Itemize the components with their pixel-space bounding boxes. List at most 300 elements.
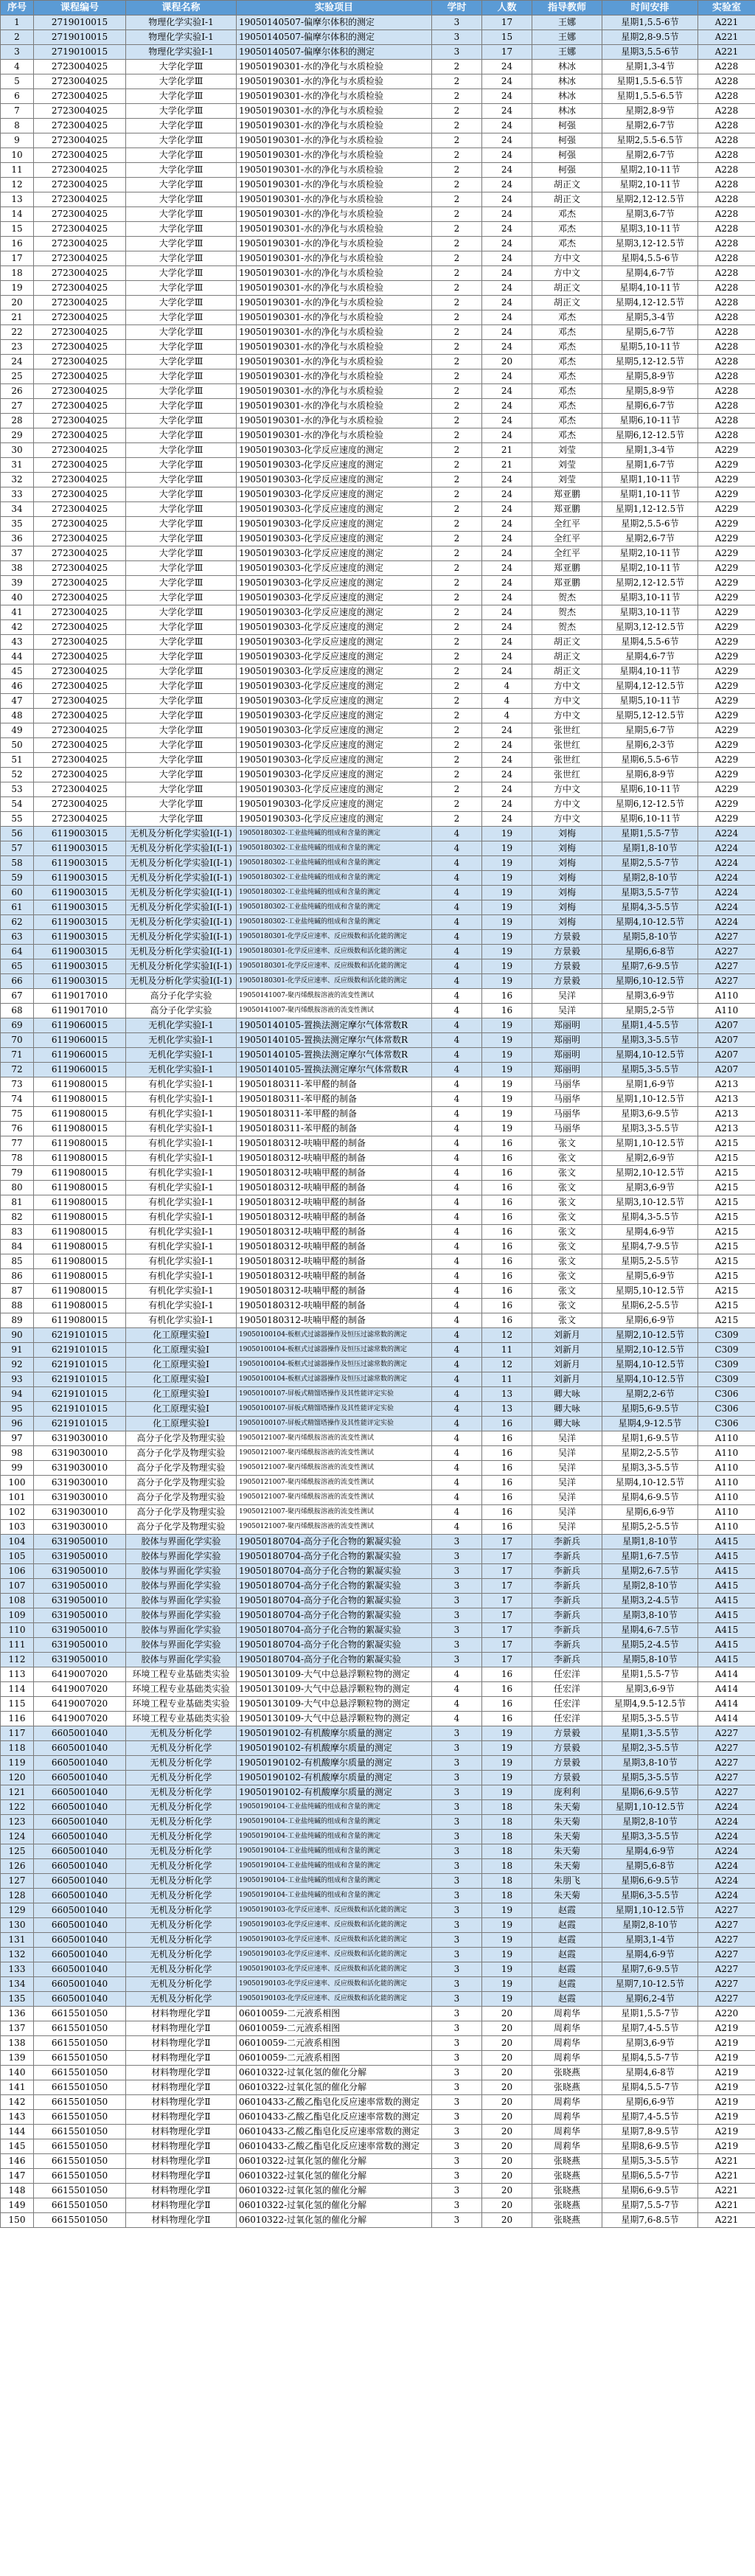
time-slot: 星期4,6-7.5节 xyxy=(602,1623,698,1638)
student-count: 24 xyxy=(482,163,532,178)
student-count: 11 xyxy=(482,1372,532,1387)
course-name: 大学化学Ⅲ xyxy=(126,281,237,296)
instructor: 贺杰 xyxy=(532,591,602,605)
instructor: 胡正文 xyxy=(532,650,602,664)
time-slot: 星期5,2-4.5节 xyxy=(602,1638,698,1653)
instructor: 周莉华 xyxy=(532,2139,602,2154)
instructor: 张文 xyxy=(532,1313,602,1328)
class-hours: 2 xyxy=(432,237,482,251)
class-hours: 4 xyxy=(432,856,482,871)
time-slot: 星期5,2-5.5节 xyxy=(602,1520,698,1535)
time-slot: 星期3,6-7节 xyxy=(602,207,698,222)
student-count: 17 xyxy=(482,45,532,60)
student-count: 16 xyxy=(482,1151,532,1166)
experiment-item: 19050130109-大气中总悬浮颗粒物的测定 xyxy=(237,1682,432,1697)
instructor: 胡正文 xyxy=(532,281,602,296)
course-code: 2719010015 xyxy=(34,45,126,60)
course-name: 大学化学Ⅲ xyxy=(126,487,237,502)
course-name: 无机及分析化学 xyxy=(126,1977,237,1992)
table-row xyxy=(1,1417,755,1431)
course-code: 2723004025 xyxy=(34,266,126,281)
table-row xyxy=(1,1136,755,1151)
class-hours: 2 xyxy=(432,620,482,635)
time-slot: 星期6,10-11节 xyxy=(602,414,698,428)
table-row xyxy=(1,1284,755,1299)
course-name: 材料物理化学Ⅱ xyxy=(126,2139,237,2154)
instructor: 邓杰 xyxy=(532,207,602,222)
course-code: 6615501050 xyxy=(34,2021,126,2036)
student-count: 24 xyxy=(482,532,532,546)
experiment-item: 19050190102-有机酸摩尔质量的测定 xyxy=(237,1771,432,1785)
table-row xyxy=(1,1815,755,1830)
table-row xyxy=(1,45,755,60)
row-index: 41 xyxy=(1,605,34,620)
course-code: 2723004025 xyxy=(34,782,126,797)
experiment-item: 19050180311-苯甲醛的制备 xyxy=(237,1107,432,1122)
lab-room: C306 xyxy=(698,1387,755,1402)
table-row xyxy=(1,576,755,591)
instructor: 张文 xyxy=(532,1136,602,1151)
student-count: 4 xyxy=(482,679,532,694)
time-slot: 星期2,10-12.5节 xyxy=(602,1328,698,1343)
student-count: 24 xyxy=(482,119,532,133)
row-index: 122 xyxy=(1,1800,34,1815)
experiment-item: 19050180301-化学反应速率、反应级数和活化能的测定 xyxy=(237,930,432,945)
course-name: 大学化学Ⅲ xyxy=(126,384,237,399)
time-slot: 星期5,6-9节 xyxy=(602,1269,698,1284)
student-count: 24 xyxy=(482,664,532,679)
time-slot: 星期3,8-10节 xyxy=(602,1608,698,1623)
course-name: 化工原理实验Ⅰ xyxy=(126,1387,237,1402)
instructor: 朱天菊 xyxy=(532,1859,602,1874)
table-body xyxy=(1,15,755,2228)
instructor: 胡正文 xyxy=(532,664,602,679)
time-slot: 星期1,10-11节 xyxy=(602,487,698,502)
student-count: 24 xyxy=(482,281,532,296)
student-count: 17 xyxy=(482,1549,532,1564)
instructor: 吴洋 xyxy=(532,1505,602,1520)
experiment-item: 19050190103-化学反应速率、反应级数和活化能的测定 xyxy=(237,1903,432,1918)
course-code: 6319030010 xyxy=(34,1476,126,1490)
time-slot: 星期5,3-5.5节 xyxy=(602,1771,698,1785)
instructor: 贺杰 xyxy=(532,605,602,620)
instructor: 马丽华 xyxy=(532,1077,602,1092)
student-count: 24 xyxy=(482,753,532,768)
row-index: 124 xyxy=(1,1830,34,1844)
instructor: 朱天菊 xyxy=(532,1889,602,1903)
experiment-item: 19050190303-化学反应速度的测定 xyxy=(237,768,432,782)
experiment-item: 19050180312-呋喃甲醛的制备 xyxy=(237,1225,432,1240)
class-hours: 3 xyxy=(432,1977,482,1992)
student-count: 24 xyxy=(482,104,532,119)
row-index: 35 xyxy=(1,517,34,532)
course-name: 材料物理化学Ⅱ xyxy=(126,2198,237,2213)
lab-room: A207 xyxy=(698,1018,755,1033)
student-count: 24 xyxy=(482,487,532,502)
course-code: 2723004025 xyxy=(34,60,126,74)
instructor: 吴洋 xyxy=(532,1520,602,1535)
experiment-item: 19050190303-化学反应速度的测定 xyxy=(237,782,432,797)
experiment-item: 19050180312-呋喃甲醛的制备 xyxy=(237,1210,432,1225)
instructor: 朱天菊 xyxy=(532,1815,602,1830)
student-count: 16 xyxy=(482,1446,532,1461)
table-row xyxy=(1,1372,755,1387)
time-slot: 星期3,6-9节 xyxy=(602,1181,698,1195)
lab-room: A213 xyxy=(698,1107,755,1122)
time-slot: 星期6,6-9.5节 xyxy=(602,1874,698,1889)
class-hours: 2 xyxy=(432,89,482,104)
experiment-item: 19050190104-工业盐纯碱的组成和含量的测定 xyxy=(237,1844,432,1859)
course-code: 6119003015 xyxy=(34,827,126,841)
row-index: 17 xyxy=(1,251,34,266)
experiment-item: 19050190301-水的净化与水质检验 xyxy=(237,369,432,384)
lab-room: A228 xyxy=(698,384,755,399)
table-row xyxy=(1,1402,755,1417)
instructor: 张晓燕 xyxy=(532,2080,602,2095)
experiment-item: 19050180704-高分子化合物的絮凝实验 xyxy=(237,1623,432,1638)
course-name: 无机及分析化学 xyxy=(126,1859,237,1874)
student-count: 16 xyxy=(482,1313,532,1328)
row-index: 132 xyxy=(1,1948,34,1962)
table-row xyxy=(1,2095,755,2110)
time-slot: 星期5,10-12.5节 xyxy=(602,1284,698,1299)
table-row xyxy=(1,1682,755,1697)
time-slot: 星期3,10-11节 xyxy=(602,591,698,605)
class-hours: 4 xyxy=(432,1018,482,1033)
course-code: 6615501050 xyxy=(34,2125,126,2139)
course-code: 2723004025 xyxy=(34,384,126,399)
student-count: 19 xyxy=(482,1962,532,1977)
class-hours: 2 xyxy=(432,60,482,74)
student-count: 24 xyxy=(482,237,532,251)
student-count: 17 xyxy=(482,15,532,30)
class-hours: 4 xyxy=(432,1151,482,1166)
student-count: 19 xyxy=(482,1122,532,1136)
time-slot: 星期7,4-5.5节 xyxy=(602,2021,698,2036)
class-hours: 3 xyxy=(432,2095,482,2110)
course-name: 无机化学实验Ⅰ-1 xyxy=(126,1048,237,1063)
row-index: 81 xyxy=(1,1195,34,1210)
course-code: 6605001040 xyxy=(34,1903,126,1918)
experiment-item: 19050180312-呋喃甲醛的制备 xyxy=(237,1151,432,1166)
table-row xyxy=(1,310,755,325)
instructor: 方中文 xyxy=(532,266,602,281)
column-header: 学时 xyxy=(432,1,482,15)
course-code: 6319030010 xyxy=(34,1461,126,1476)
instructor: 方中文 xyxy=(532,797,602,812)
class-hours: 2 xyxy=(432,532,482,546)
row-index: 95 xyxy=(1,1402,34,1417)
instructor: 全红平 xyxy=(532,546,602,561)
instructor: 郑亚鹏 xyxy=(532,561,602,576)
experiment-item: 19050190303-化学反应速度的测定 xyxy=(237,797,432,812)
time-slot: 星期3,3-5.5节 xyxy=(602,1033,698,1048)
course-name: 无机及分析化学 xyxy=(126,1962,237,1977)
course-name: 大学化学Ⅲ xyxy=(126,443,237,458)
row-index: 92 xyxy=(1,1358,34,1372)
course-code: 2723004025 xyxy=(34,104,126,119)
experiment-item: 19050190303-化学反应速度的测定 xyxy=(237,635,432,650)
course-code: 6219101015 xyxy=(34,1417,126,1431)
lab-room: A229 xyxy=(698,709,755,723)
experiment-item: 06010322-过氧化氢的催化分解 xyxy=(237,2198,432,2213)
class-hours: 2 xyxy=(432,694,482,709)
experiment-item: 19050140105-置换法测定摩尔气体常数R xyxy=(237,1063,432,1077)
table-row xyxy=(1,1771,755,1785)
lab-room: A110 xyxy=(698,1446,755,1461)
lab-room: A215 xyxy=(698,1136,755,1151)
class-hours: 2 xyxy=(432,709,482,723)
experiment-item: 06010322-过氧化氢的催化分解 xyxy=(237,2169,432,2184)
lab-room: A228 xyxy=(698,192,755,207)
row-index: 80 xyxy=(1,1181,34,1195)
instructor: 柯强 xyxy=(532,119,602,133)
course-code: 6615501050 xyxy=(34,2007,126,2021)
time-slot: 星期2,2-6节 xyxy=(602,1387,698,1402)
course-name: 材料物理化学Ⅱ xyxy=(126,2066,237,2080)
time-slot: 星期3,5.5-7节 xyxy=(602,886,698,900)
table-row xyxy=(1,1048,755,1063)
student-count: 24 xyxy=(482,207,532,222)
instructor: 郑丽明 xyxy=(532,1063,602,1077)
course-code: 6615501050 xyxy=(34,2095,126,2110)
course-name: 大学化学Ⅲ xyxy=(126,797,237,812)
student-count: 24 xyxy=(482,399,532,414)
course-name: 大学化学Ⅲ xyxy=(126,133,237,148)
student-count: 24 xyxy=(482,650,532,664)
class-hours: 4 xyxy=(432,1431,482,1446)
table-row xyxy=(1,1166,755,1181)
student-count: 16 xyxy=(482,1225,532,1240)
course-code: 2723004025 xyxy=(34,738,126,753)
lab-room: A415 xyxy=(698,1579,755,1594)
row-index: 123 xyxy=(1,1815,34,1830)
course-code: 2723004025 xyxy=(34,237,126,251)
table-row xyxy=(1,74,755,89)
instructor: 邓杰 xyxy=(532,399,602,414)
course-code: 6219101015 xyxy=(34,1402,126,1417)
class-hours: 2 xyxy=(432,605,482,620)
time-slot: 星期6,10-12.5节 xyxy=(602,974,698,989)
class-hours: 4 xyxy=(432,930,482,945)
experiment-item: 19050121007-聚丙烯酰胺溶液的流变性测试 xyxy=(237,1505,432,1520)
table-row xyxy=(1,1151,755,1166)
course-name: 大学化学Ⅲ xyxy=(126,251,237,266)
lab-room: A221 xyxy=(698,2169,755,2184)
row-index: 109 xyxy=(1,1608,34,1623)
student-count: 20 xyxy=(482,2154,532,2169)
experiment-item: 19050121007-聚丙烯酰胺溶液的流变性测试 xyxy=(237,1476,432,1490)
class-hours: 2 xyxy=(432,473,482,487)
course-name: 胶体与界面化学实验 xyxy=(126,1535,237,1549)
course-code: 2723004025 xyxy=(34,414,126,428)
course-code: 6119080015 xyxy=(34,1284,126,1299)
experiment-item: 19050180704-高分子化合物的絮凝实验 xyxy=(237,1653,432,1667)
course-name: 材料物理化学Ⅱ xyxy=(126,2110,237,2125)
course-code: 2723004025 xyxy=(34,709,126,723)
course-code: 6605001040 xyxy=(34,1874,126,1889)
course-code: 6605001040 xyxy=(34,1933,126,1948)
lab-room: C309 xyxy=(698,1343,755,1358)
instructor: 方中文 xyxy=(532,782,602,797)
table-row xyxy=(1,709,755,723)
class-hours: 4 xyxy=(432,1063,482,1077)
lab-room: A224 xyxy=(698,1859,755,1874)
class-hours: 4 xyxy=(432,959,482,974)
time-slot: 星期1,5.5-6节 xyxy=(602,15,698,30)
instructor: 刘梅 xyxy=(532,915,602,930)
student-count: 24 xyxy=(482,502,532,517)
experiment-item: 19050121007-聚丙烯酰胺溶液的流变性测试 xyxy=(237,1461,432,1476)
time-slot: 星期3,2-4.5节 xyxy=(602,1594,698,1608)
experiment-item: 19050141007-聚丙烯酰胺溶液的流变性测试 xyxy=(237,989,432,1004)
instructor: 郑亚鹏 xyxy=(532,576,602,591)
class-hours: 3 xyxy=(432,1608,482,1623)
course-code: 6119003015 xyxy=(34,841,126,856)
lab-room: A229 xyxy=(698,473,755,487)
course-code: 2723004025 xyxy=(34,74,126,89)
experiment-item: 19050190103-化学反应速率、反应级数和活化能的测定 xyxy=(237,1977,432,1992)
row-index: 26 xyxy=(1,384,34,399)
student-count: 19 xyxy=(482,1726,532,1741)
class-hours: 4 xyxy=(432,886,482,900)
lab-room: A414 xyxy=(698,1697,755,1712)
experiment-item: 19050180311-苯甲醛的制备 xyxy=(237,1122,432,1136)
table-row xyxy=(1,664,755,679)
experiment-item: 19050140507-偏摩尔体积的测定 xyxy=(237,30,432,45)
experiment-item: 19050190303-化学反应速度的测定 xyxy=(237,753,432,768)
student-count: 18 xyxy=(482,1859,532,1874)
lab-room: A228 xyxy=(698,340,755,355)
lab-room: A229 xyxy=(698,487,755,502)
instructor: 周莉华 xyxy=(532,2021,602,2036)
instructor: 刘莹 xyxy=(532,458,602,473)
lab-room: A229 xyxy=(698,753,755,768)
course-name: 大学化学Ⅲ xyxy=(126,709,237,723)
course-name: 有机化学实验Ⅰ-1 xyxy=(126,1136,237,1151)
class-hours: 3 xyxy=(432,2125,482,2139)
student-count: 16 xyxy=(482,1682,532,1697)
course-name: 大学化学Ⅲ xyxy=(126,694,237,709)
row-index: 39 xyxy=(1,576,34,591)
instructor: 周莉华 xyxy=(532,2110,602,2125)
instructor: 刘梅 xyxy=(532,886,602,900)
time-slot: 星期3,3-5.5节 xyxy=(602,1461,698,1476)
course-code: 6419007020 xyxy=(34,1667,126,1682)
experiment-item: 06010433-乙酸乙酯皂化反应速率常数的测定 xyxy=(237,2095,432,2110)
experiment-item: 19050190301-水的净化与水质检验 xyxy=(237,266,432,281)
instructor: 张世红 xyxy=(532,723,602,738)
instructor: 李新兵 xyxy=(532,1535,602,1549)
course-name: 大学化学Ⅲ xyxy=(126,532,237,546)
course-name: 大学化学Ⅲ xyxy=(126,237,237,251)
time-slot: 星期5,12-12.5节 xyxy=(602,709,698,723)
class-hours: 2 xyxy=(432,546,482,561)
course-name: 大学化学Ⅲ xyxy=(126,561,237,576)
class-hours: 4 xyxy=(432,1476,482,1490)
class-hours: 4 xyxy=(432,1004,482,1018)
course-code: 2723004025 xyxy=(34,133,126,148)
table-row xyxy=(1,1313,755,1328)
table-row xyxy=(1,369,755,384)
instructor: 方中文 xyxy=(532,694,602,709)
course-name: 胶体与界面化学实验 xyxy=(126,1608,237,1623)
course-name: 有机化学实验Ⅰ-1 xyxy=(126,1210,237,1225)
course-name: 大学化学Ⅲ xyxy=(126,104,237,119)
table-row xyxy=(1,1387,755,1402)
row-index: 59 xyxy=(1,871,34,886)
lab-room: A227 xyxy=(698,1903,755,1918)
course-name: 无机及分析化学实验Ⅰ(Ⅰ-1) xyxy=(126,871,237,886)
table-row xyxy=(1,2139,755,2154)
student-count: 19 xyxy=(482,1948,532,1962)
class-hours: 2 xyxy=(432,222,482,237)
experiment-item: 19050190301-水的净化与水质检验 xyxy=(237,60,432,74)
time-slot: 星期6,8-9节 xyxy=(602,768,698,782)
lab-room: A415 xyxy=(698,1608,755,1623)
table-row xyxy=(1,650,755,664)
time-slot: 星期2,12-12.5节 xyxy=(602,576,698,591)
time-slot: 星期4,10-12.5节 xyxy=(602,1372,698,1387)
experiment-item: 19050190102-有机酸摩尔质量的测定 xyxy=(237,1726,432,1741)
time-slot: 星期1,5.5-7节 xyxy=(602,1667,698,1682)
instructor: 李新兵 xyxy=(532,1549,602,1564)
row-index: 126 xyxy=(1,1859,34,1874)
instructor: 贺杰 xyxy=(532,620,602,635)
course-code: 6119003015 xyxy=(34,915,126,930)
row-index: 58 xyxy=(1,856,34,871)
course-code: 6605001040 xyxy=(34,1977,126,1992)
course-name: 胶体与界面化学实验 xyxy=(126,1579,237,1594)
lab-room: A110 xyxy=(698,1520,755,1535)
course-code: 6615501050 xyxy=(34,2139,126,2154)
course-name: 材料物理化学Ⅱ xyxy=(126,2125,237,2139)
table-row xyxy=(1,694,755,709)
course-name: 大学化学Ⅲ xyxy=(126,635,237,650)
class-hours: 4 xyxy=(432,1254,482,1269)
time-slot: 星期1,10-11节 xyxy=(602,473,698,487)
row-index: 115 xyxy=(1,1697,34,1712)
course-code: 2723004025 xyxy=(34,487,126,502)
course-code: 6119080015 xyxy=(34,1299,126,1313)
course-name: 无机及分析化学实验Ⅰ(Ⅰ-1) xyxy=(126,900,237,915)
time-slot: 星期4,10-12.5节 xyxy=(602,1048,698,1063)
experiment-item: 19050190301-水的净化与水质检验 xyxy=(237,74,432,89)
table-row xyxy=(1,1520,755,1535)
course-name: 无机及分析化学 xyxy=(126,1785,237,1800)
row-index: 51 xyxy=(1,753,34,768)
time-slot: 星期4,6-8节 xyxy=(602,2066,698,2080)
course-code: 6119060015 xyxy=(34,1063,126,1077)
course-name: 大学化学Ⅲ xyxy=(126,74,237,89)
time-slot: 星期2,10-11节 xyxy=(602,546,698,561)
experiment-item: 19050100104-板框式过滤器操作及恒压过滤常数的测定 xyxy=(237,1358,432,1372)
experiment-item: 19050180704-高分子化合物的絮凝实验 xyxy=(237,1564,432,1579)
instructor: 郑亚鹏 xyxy=(532,502,602,517)
table-row xyxy=(1,1623,755,1638)
time-slot: 星期4,9.5-12.5节 xyxy=(602,1697,698,1712)
instructor: 胡正文 xyxy=(532,635,602,650)
instructor: 方景毅 xyxy=(532,930,602,945)
table-row xyxy=(1,2169,755,2184)
row-index: 146 xyxy=(1,2154,34,2169)
class-hours: 2 xyxy=(432,384,482,399)
class-hours: 3 xyxy=(432,1859,482,1874)
experiment-item: 19050190303-化学反应速度的测定 xyxy=(237,709,432,723)
time-slot: 星期2,10-11节 xyxy=(602,163,698,178)
course-code: 6319030010 xyxy=(34,1520,126,1535)
class-hours: 3 xyxy=(432,1933,482,1948)
